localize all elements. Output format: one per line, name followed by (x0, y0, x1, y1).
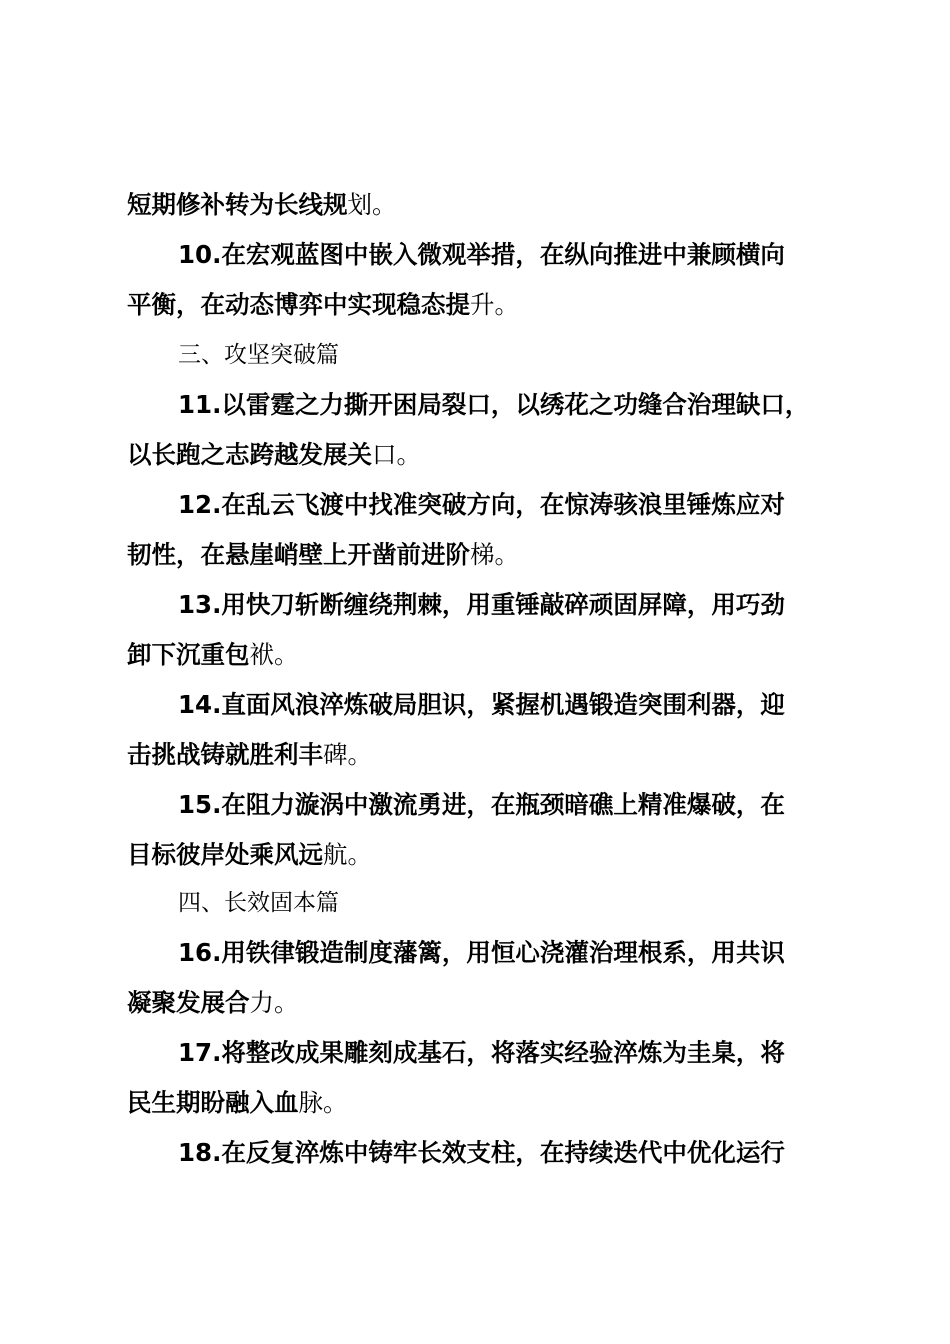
section-heading-4 (178, 878, 898, 928)
normal-text: 升。 (470, 290, 519, 319)
paragraph-10-line-2 (127, 280, 847, 330)
bold-text: 17.将整改成果雕刻成基石，将落实经验淬炼为圭臬，将 (178, 1038, 785, 1067)
paragraph-11-line-2 (127, 430, 847, 480)
bold-text: 14.直面风浪淬炼破局胆识，紧握机遇锻造突围利器，迎 (178, 690, 785, 719)
paragraph-12-line-1 (178, 480, 898, 530)
normal-text: 划。 (347, 190, 397, 219)
normal-text: 脉。 (298, 1088, 348, 1117)
bold-text: 12.在乱云飞渡中找准突破方向，在惊涛骇浪里锤炼应对 (178, 490, 785, 519)
paragraph-16-line-1 (178, 928, 898, 978)
bold-text: 15.在阻力漩涡中激流勇进，在瓶颈暗礁上精准爆破，在 (178, 790, 785, 819)
bold-text: 韧性，在悬崖峭壁上开凿前进阶 (127, 540, 470, 569)
normal-text: 口。 (372, 440, 421, 469)
bold-text: 10.在宏观蓝图中嵌入微观举措，在纵向推进中兼顾横向 (178, 240, 785, 269)
bold-text: 击挑战铸就胜利丰 (127, 740, 323, 769)
paragraph-14-line-1 (178, 680, 898, 730)
paragraph-13-line-1 (178, 580, 898, 630)
bold-text: 16.用铁律锻造制度藩篱，用恒心浇灌治理根系，用共识 (178, 938, 785, 967)
paragraph-10-line-1 (178, 230, 898, 280)
bold-text: 以长跑之志跨越发展关 (127, 440, 372, 469)
normal-text: 袱。 (249, 640, 299, 669)
paragraph-18-line-1 (178, 1128, 898, 1178)
section-heading-3 (178, 330, 898, 380)
bold-text: 短期修补转为长线规 (127, 190, 348, 219)
normal-text: 力。 (249, 988, 299, 1017)
bold-text: 目标彼岸处乘风远 (127, 840, 323, 869)
bold-text: 民生期盼融入血 (127, 1088, 299, 1117)
paragraph-11-line-1 (178, 380, 898, 430)
heading-text: 四、长效固本篇 (178, 890, 339, 916)
paragraph-9-line-2 (127, 180, 847, 230)
bold-text: 卸下沉重包 (127, 640, 250, 669)
paragraph-13-line-2 (127, 630, 847, 680)
bold-text: 平衡，在动态博弈中实现稳态提 (127, 290, 470, 319)
normal-text: 梯。 (470, 540, 519, 569)
bold-text: 11.以雷霆之力撕开困局裂口，以绣花之功缝合治理缺口， (178, 390, 810, 419)
bold-text: 凝聚发展合 (127, 988, 250, 1017)
paragraph-15-line-1 (178, 780, 898, 830)
bold-text: 13.用快刀斩断缠绕荆棘，用重锤敲碎顽固屏障，用巧劲 (178, 590, 785, 619)
bold-text: 18.在反复淬炼中铸牢长效支柱，在持续迭代中优化运行 (178, 1138, 785, 1167)
paragraph-17-line-2 (127, 1078, 847, 1128)
normal-text: 碑。 (323, 740, 372, 769)
paragraph-15-line-2 (127, 830, 847, 880)
heading-text: 三、攻坚突破篇 (178, 342, 339, 368)
paragraph-14-line-2 (127, 730, 847, 780)
paragraph-12-line-2 (127, 530, 847, 580)
normal-text: 航。 (323, 840, 372, 869)
paragraph-17-line-1 (178, 1028, 898, 1078)
paragraph-16-line-2 (127, 978, 847, 1028)
